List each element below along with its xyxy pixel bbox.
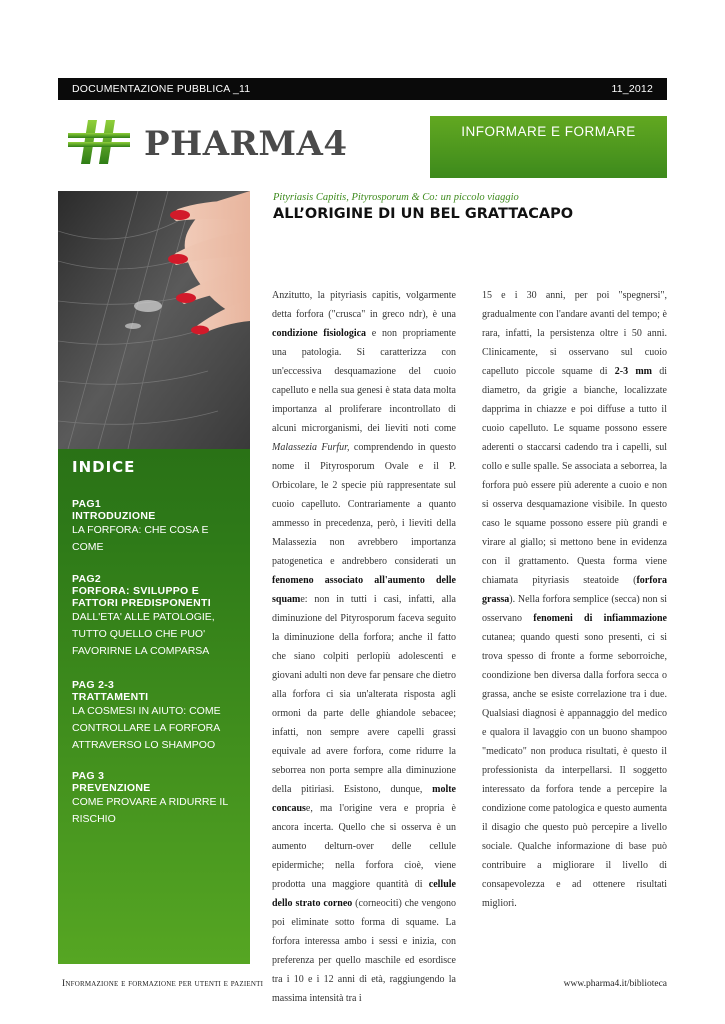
index-title: INDICE [72,458,136,476]
text-run: e: non in tutti i casi, infatti, alla diminuzione del Pityrosporum faceva seguito la diminuzione della forfora; anche il fatto che siano colpiti perlopiù adolescenti e giovani adulti non deve far pensare che dietro alla forfora ci sia un'alterata risposta agli ormoni da parte delle ghiandole sebacee; infatti, non sempre avere capelli grassi equivale ad avere forfora, come ridurre la seborrea non porta sempre alla diminuzione della pitiriasi. Esistono, dunque, [272,594,456,795]
pharma4-cross-logo-icon [66,118,132,166]
article-paragraph [272,286,456,1008]
italic-run: Malassezia Furfur, [272,442,350,453]
index-item [72,679,242,754]
article-paragraph [482,286,667,913]
bold-run: condizione fisiologica [272,328,367,339]
top-bar [58,78,667,100]
bold-run: cellule dello strato corneo [272,879,456,909]
tagline: INFORMARE E FORMARE [461,124,636,139]
text-run: e, ma l'origine vera e propria è ancora incerta. Quello che si osserva è un aumento delturn-over delle cellule epidermiche; nella forfora cioè, viene prodotta una maggiore quantità di [272,803,456,890]
index-desc: LA COSMESI IN AIUTO: COME CONTROLLARE LA FORFORA ATTRAVERSO LO SHAMPOO [72,705,221,751]
brand-name: PHARMA4 [144,124,348,164]
article-column-2 [482,286,667,913]
text-run: e non propriamente una patologia. Si caratterizza con un'eccessiva desquamazione del cuoio capelluto e nella sua genesi è stata data molta importanza al proliferare incontrollato di alcuni microrganismi, dei lieviti noti come [272,328,456,434]
index-heading: FORFORA: SVILUPPO E FATTORI PREDISPONENTI [72,585,211,609]
index-heading: INTRODUZIONE [72,510,156,522]
index-item [72,573,242,660]
text-run: Anzitutto, la pityriasis capitis, volgarmente detta forfora ("crusca" in greco ndr), è una [272,290,456,320]
sidebar [58,191,250,964]
header [58,100,667,178]
bold-run: fenomeno associato all'aumento delle squam [272,575,456,605]
text-run: comprendendo in questo nome il Pityrosporum Ovale e il P. Orbicolare, le 2 specie più rappresentate sul cuoio capelluto. Contrariamente a quanto ammesso in precedenza, però, i lieviti della Malassezia non avrebbero importanza patogenetica e andrebbero considerati un [272,442,456,567]
bold-run: 2-3 mm [614,366,652,377]
index-desc: LA FORFORA: CHE COSA E COME [72,524,209,553]
index-desc: DALL'ETA' ALLE PATOLOGIE, TUTTO QUELLO CHE PUO' FAVORIRNE LA COMPARSA [72,611,215,657]
text-run: 15 e i 30 anni, per poi "spegnersi", gradualmente con l'andare avanti del tempo; è rara, infatti, la persistenza oltre i 50 anni. Clinicamente, si osservano sul cuoio capelluto piccole squame di [482,290,667,377]
index-item [72,498,242,556]
hair-photo [58,191,250,449]
bold-run: fenomeni di infiammazione [533,613,667,624]
text-run: ). Nella forfora semplice (secca) non si osservano [482,594,667,624]
index-heading: PREVENZIONE [72,782,151,794]
bold-run: forfora grassa [482,575,667,605]
text-run: cutanea; quando questi sono presenti, ci si trova spesso di fronte a forme seborroiche, coondizione ben diversa dalla forfora secca o grassa, anche se esiste correlazione tra i due. Qualsiasi diagnosi è appannaggio del medico e qualora il lavaggio con un buono shampoo "medicato" non produca risultati, è questo il professionista da interpellarsi. Il soggetto interessato da forfora tende a percepire la condizione come patologica e questo aumenta il disagio che questo può percepire a livello sociale. Qualche informazione di base può contribuire a migliorare il livello di consapevolezza e ad ottenere risultati migliori. [482,632,667,909]
article-title: ALL’ORIGINE DI UN BEL GRATTACAPO [273,206,574,222]
index-page: PAG 3 [72,770,105,782]
footer-url[interactable]: www.pharma4.it/biblioteca [563,979,667,989]
issue-date: 11_2012 [611,83,653,95]
tagline-band [430,116,667,178]
article-kicker: Pityriasis Capitis, Pityrosporum & Co: un piccolo viaggio [273,192,519,203]
index-heading: TRATTAMENTI [72,691,149,703]
text-run: di diametro, da grigie a bianche, localizzate dapprima in chiazze e poi diffuse a tutto il cuoio capelluto. Le squame possono essere aderenti o staccarsi cadendo tra i capelli, sul collo e sulle spalle. Se associata a seborrea, la forfora può essere più aderente a cuoio e non si osserva desquamazione visibile. In questo caso le squame possono essere più grandi e virare al giallo; si mettono bene in evidenza con il grattamento. Questa forma viene chiamata pityriasis steatoide ( [482,366,667,586]
publication-label: DOCUMENTAZIONE PUBBLICA _11 [72,83,251,95]
article-column-1 [272,286,456,1008]
footer-tagline: Informazione e formazione per utenti e pazienti [62,979,264,989]
bold-run: molte concaus [272,784,456,814]
index-desc: COME PROVARE A RIDURRE IL RISCHIO [72,796,228,825]
index-page: PAG1 [72,498,102,510]
index-page: PAG2 [72,573,102,585]
index-page: PAG 2-3 [72,679,115,691]
index-item [72,770,242,828]
text-run: (corneociti) che vengono poi eliminate sotto forma di squame. La forfora interessa ambo i sessi e inizia, con preferenza per quello maschile ed esordisce tra i 10 e i 12 anni di età, raggiungendo la massima intensità tra i [272,898,456,1004]
